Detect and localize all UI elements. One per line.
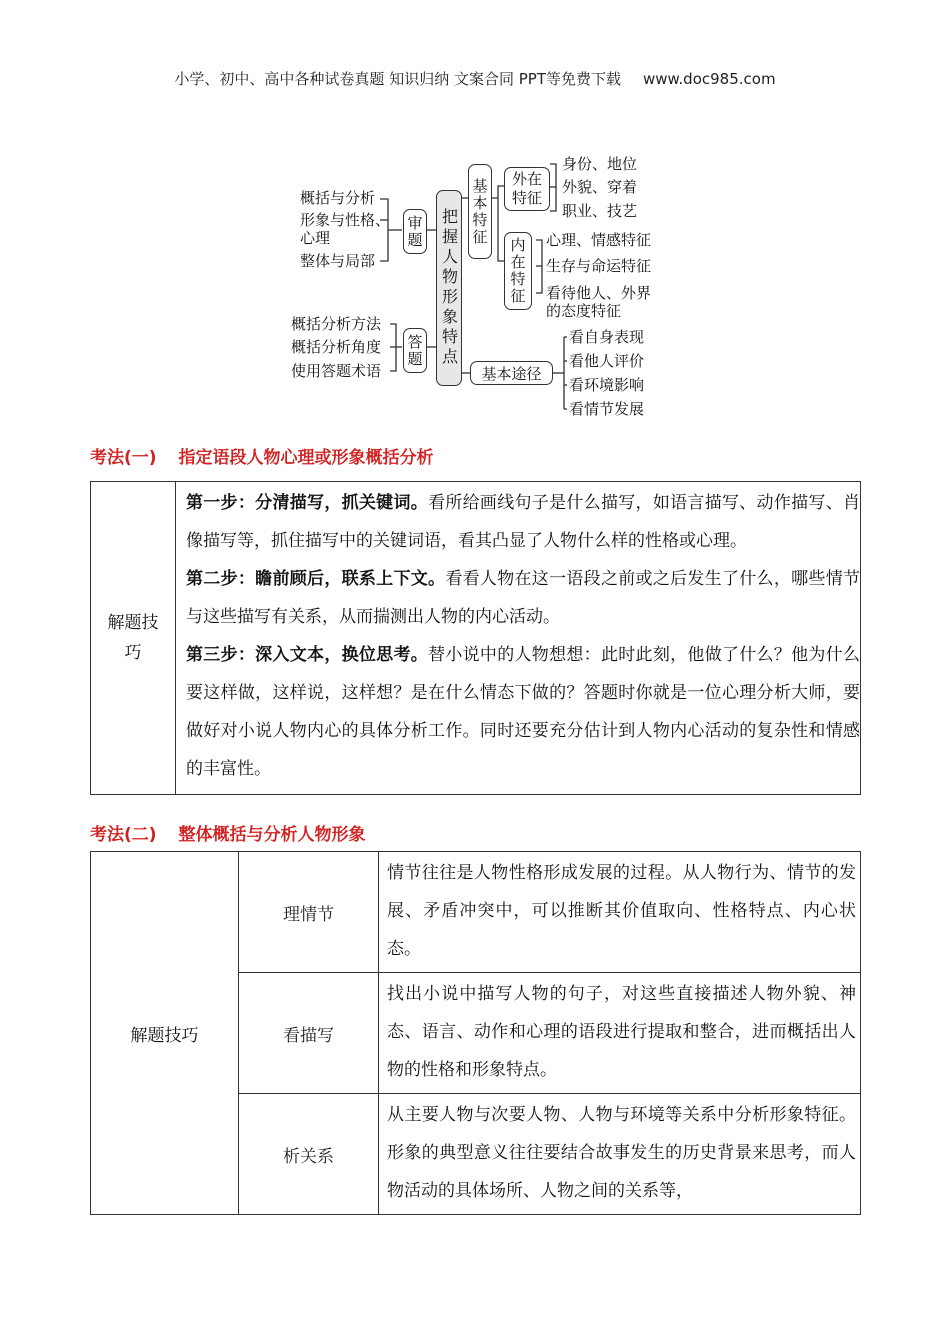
- step-text: 看所给画线句子是什么描写，如语言描写、动作描写、肖像描写等，抓住描写中的关键词语，看其凸显了人物什么样的性格或心理。: [186, 493, 861, 551]
- review-item: 心理: [300, 229, 331, 247]
- section1-title-prefix: 考法(一): [90, 448, 157, 468]
- step-head: 第三步：深入文本，换位思考。: [186, 645, 429, 665]
- row-name-cell: [239, 852, 379, 973]
- route-item: 看他人评价: [569, 352, 645, 370]
- route-item: 看环境影响: [569, 376, 645, 394]
- answer-box: 答题: [403, 328, 427, 373]
- section1-table: [90, 481, 861, 795]
- inner-item: 心理、情感特征: [546, 231, 652, 249]
- outer-features-label-line1: 外在: [511, 170, 542, 188]
- row-name: 析关系: [283, 1146, 334, 1167]
- header-text: 小学、初中、高中各种试卷真题 知识归纳 文案合同 PPT等免费下载: [174, 70, 621, 88]
- row-desc-cell: [379, 973, 861, 1094]
- row-name: 理情节: [283, 904, 334, 925]
- answer-item: 概括分析角度: [291, 338, 382, 356]
- section1-title-text: 指定语段人物心理或形象概括分析: [178, 448, 434, 468]
- row-desc: 情节往往是人物性格形成发展的过程。从人物行为、情节的发展、矛盾冲突中，可以推断其价值取向、性格特点、内心状态。: [387, 863, 856, 959]
- outer-features-label-line2: 特征: [511, 189, 542, 207]
- inner-item: 的态度特征: [546, 302, 622, 320]
- basic-features-box: 基本特征: [468, 164, 492, 259]
- row-desc: 从主要人物与次要人物、人物与环境等关系中分析形象特征。形象的典型意义往往要结合故事发生的历史背景来思考，而人物活动的具体场所、人物之间的关系等，: [387, 1105, 856, 1201]
- step-paragraph: [186, 560, 860, 636]
- outer-item: 外貌、穿着: [562, 178, 638, 196]
- step-head: 第二步：瞻前顾后，联系上下文。: [186, 569, 446, 589]
- step-paragraph: [186, 636, 860, 788]
- section2-title-prefix: 考法(二): [90, 825, 157, 845]
- mind-map-diagram: [280, 148, 680, 420]
- answer-item: 概括分析方法: [291, 315, 382, 333]
- inner-item: 生存与命运特征: [546, 257, 652, 275]
- inner-features-box: 内在特征: [504, 232, 532, 310]
- section1-title: [90, 443, 434, 468]
- step-paragraph: [186, 484, 860, 560]
- inner-item: 看待他人、外界: [546, 284, 652, 302]
- row-name-cell: [239, 1094, 379, 1215]
- row-desc-cell: [379, 1094, 861, 1215]
- outer-item: 职业、技艺: [562, 202, 638, 220]
- outer-item: 身份、地位: [562, 155, 638, 173]
- section2-label: 解题技巧: [130, 1025, 199, 1046]
- section2-title-text: 整体概括与分析人物形象: [178, 825, 366, 845]
- review-item: 概括与分析: [300, 189, 376, 207]
- center-topic-box: 把握人物形象特点: [436, 190, 462, 386]
- section2-title: [90, 820, 366, 845]
- answer-item: 使用答题术语: [291, 362, 382, 380]
- step-text: 替小说中的人物想想：此时此刻，他做了什么？他为什么要这样做，这样说，这样想？是在什么情态下做的？答题时你就是一位心理分析大师，要做好对小说人物内心的具体分析工作。同时还要充分估计到人物内心活动的复杂性和情感的丰富性。: [186, 645, 861, 779]
- section2-label-cell: [91, 852, 239, 1215]
- route-item: 看情节发展: [569, 400, 645, 418]
- review-box: 审题: [403, 209, 427, 254]
- basic-route-box: 基本途径: [470, 361, 553, 385]
- header-url[interactable]: www.doc985.com: [642, 70, 776, 88]
- row-desc: 找出小说中描写人物的句子，对这些直接描述人物外貌、神态、语言、动作和心理的语段进行提取和整合，进而概括出人物的性格和形象特点。: [387, 984, 856, 1080]
- row-name-cell: [239, 973, 379, 1094]
- section2-table: [90, 851, 861, 1215]
- row-desc-cell: [379, 852, 861, 973]
- outer-features-box: [504, 167, 550, 211]
- page-header: [0, 68, 950, 89]
- step-text: 看看人物在这一语段之前或之后发生了什么，哪些情节与这些描写有关系，从而揣测出人物的内心活动。: [186, 569, 861, 627]
- row-name: 看描写: [283, 1025, 334, 1046]
- section1-body-cell: [176, 482, 861, 795]
- review-item: 形象与性格、: [300, 211, 391, 229]
- section1-label-cell: [91, 482, 176, 795]
- step-head: 第一步：分清描写，抓关键词。: [186, 493, 429, 513]
- route-item: 看自身表现: [569, 328, 645, 346]
- section1-label: 解题技巧: [107, 613, 159, 663]
- review-item: 整体与局部: [300, 252, 376, 270]
